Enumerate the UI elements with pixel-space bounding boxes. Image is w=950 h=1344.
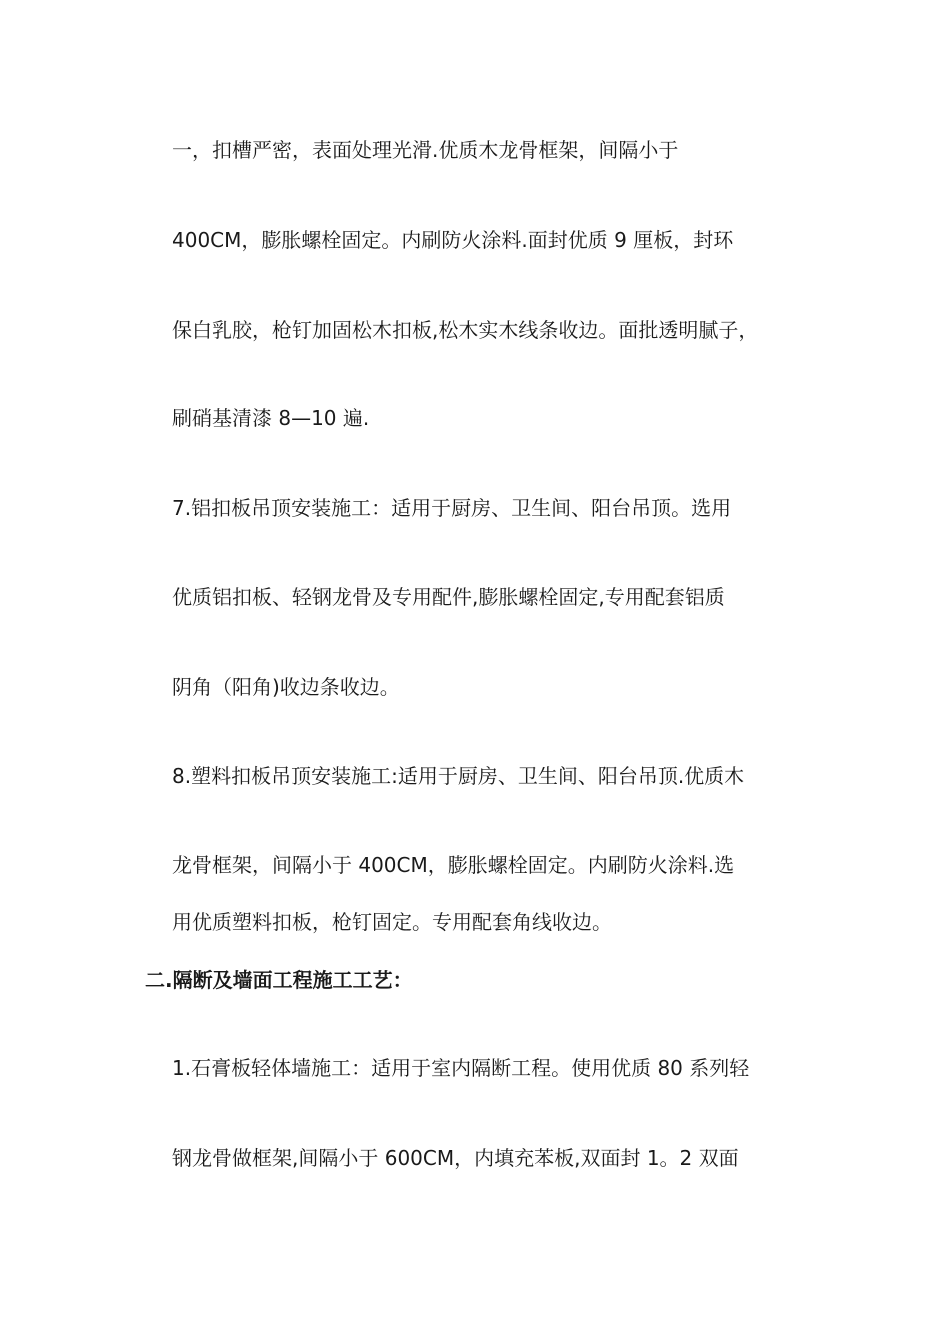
paragraph-line-11: 1.石膏板轻体墙施工：适用于室内隔断工程。使用优质 80 系列轻 <box>172 1056 750 1080</box>
paragraph-line-9: 龙骨框架，间隔小于 400CM，膨胀螺栓固定。内刷防火涂料.选 <box>172 853 735 877</box>
section-heading: 二.隔断及墙面工程施工工艺： <box>145 968 413 992</box>
paragraph-line-12: 钢龙骨做框架,间隔小于 600CM，内填充苯板,双面封 1。2 双面 <box>172 1146 739 1170</box>
paragraph-line-3: 保白乳胶，枪钉加固松木扣板,松木实木线条收边。面批透明腻子， <box>172 318 759 342</box>
paragraph-line-7: 阴角（阳角)收边条收边。 <box>172 675 400 699</box>
paragraph-line-10: 用优质塑料扣板，枪钉固定。专用配套角线收边。 <box>172 910 612 934</box>
paragraph-line-8: 8.塑料扣板吊顶安装施工:适用于厨房、卫生间、阳台吊顶.优质木 <box>172 764 745 788</box>
paragraph-line-1: 一，扣槽严密，表面处理光滑.优质木龙骨框架，间隔小于 <box>172 138 679 162</box>
paragraph-line-6: 优质铝扣板、轻钢龙骨及专用配件,膨胀螺栓固定,专用配套铝质 <box>172 585 725 609</box>
paragraph-line-5: 7.铝扣板吊顶安装施工：适用于厨房、卫生间、阳台吊顶。选用 <box>172 496 732 520</box>
paragraph-line-2: 400CM，膨胀螺栓固定。内刷防火涂料.面封优质 9 厘板，封环 <box>172 228 734 252</box>
paragraph-line-4: 刷硝基清漆 8—10 遍. <box>172 406 370 430</box>
